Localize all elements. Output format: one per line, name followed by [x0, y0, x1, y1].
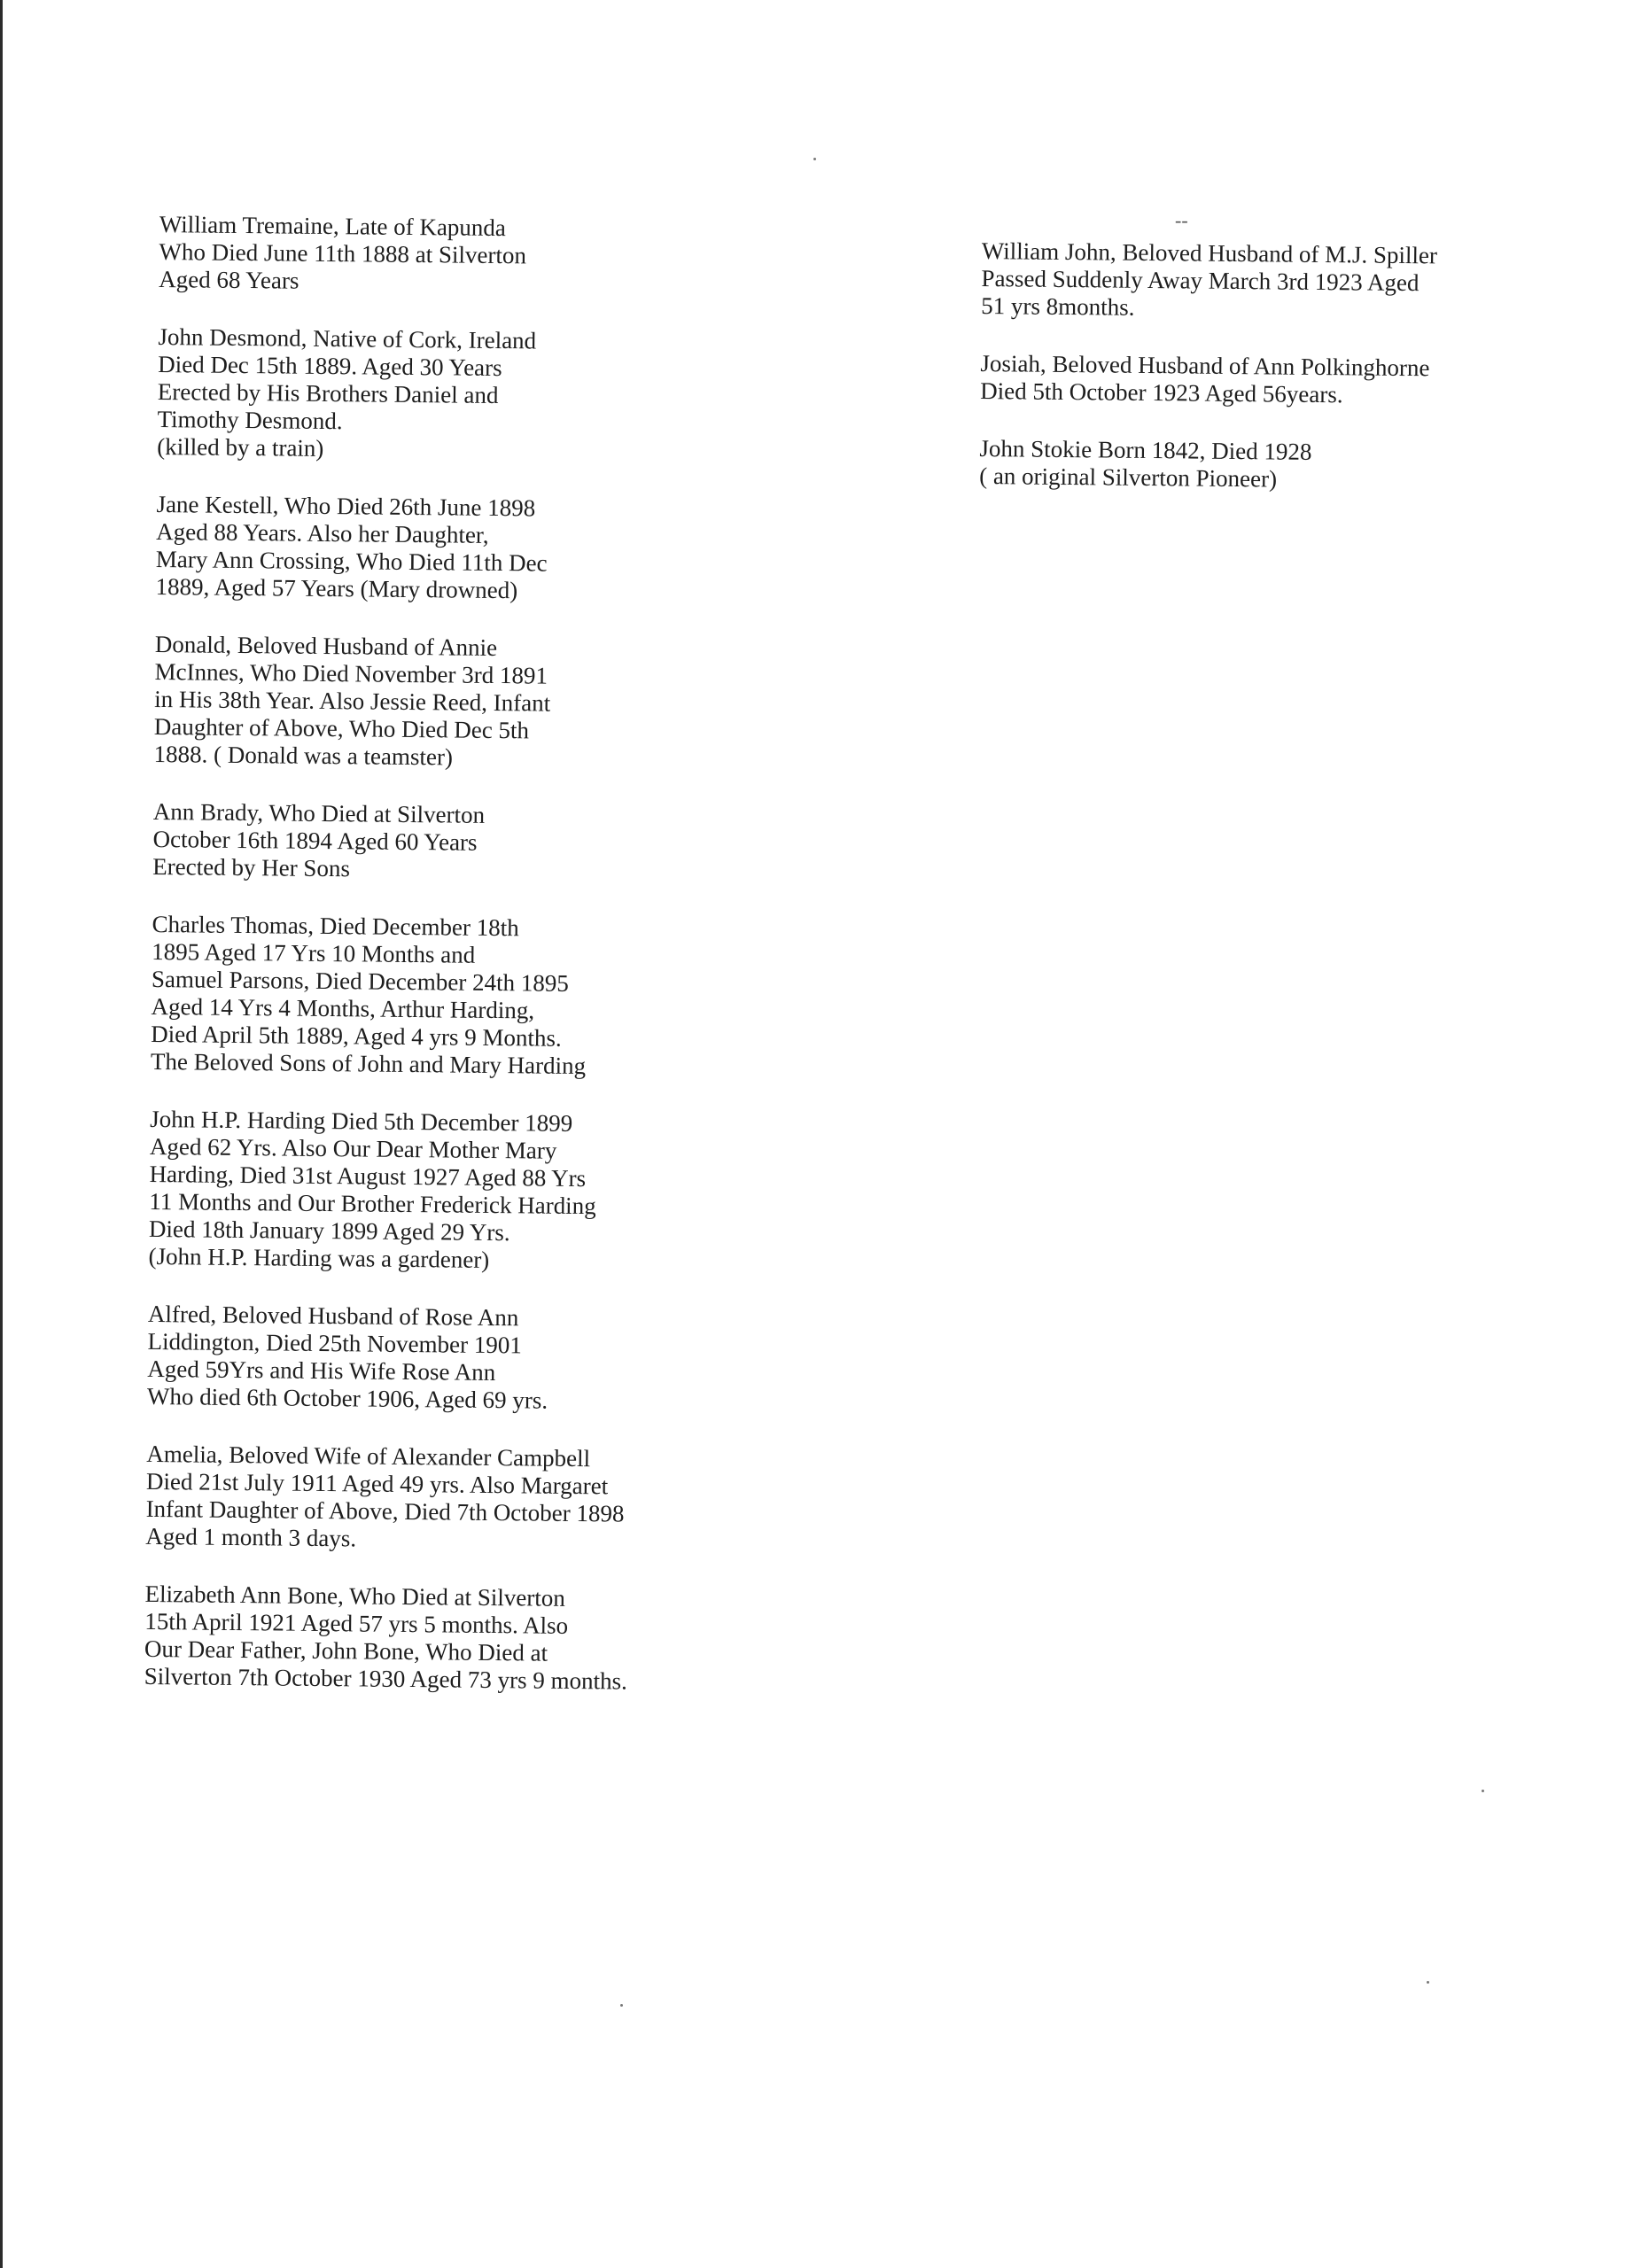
entry-line: Died 5th October 1923 Aged 56years.: [980, 377, 1343, 408]
memorial-entry-desmond: [157, 323, 743, 467]
entry-line: 51 yrs 8months.: [981, 291, 1135, 321]
entry-line: Died Dec 15th 1889. Aged 30 Years: [158, 350, 502, 382]
entry-line: Harding, Died 31st August 1927 Aged 88 Yrs: [149, 1160, 587, 1192]
entry-line: Ann Brady, Who Died at Silverton: [152, 797, 486, 828]
memorial-entry-polkinghorne: [980, 350, 1566, 411]
left-column: [144, 211, 744, 1727]
memorial-entry-brady: [152, 798, 738, 887]
entry-line: Aged 62 Yrs. Also Our Dear Mother Mary: [149, 1132, 557, 1164]
entry-line: Aged 1 month 3 days.: [145, 1522, 357, 1552]
entry-line: Jane Kestell, Who Died 26th June 1898: [156, 490, 536, 522]
entry-line: Daughter of Above, Who Died Dec 5th: [153, 712, 530, 744]
memorial-entry-spiller: [981, 237, 1567, 326]
memorial-entry-campbell: [145, 1441, 731, 1557]
scan-speck: [620, 2004, 623, 2007]
entry-line: Erected by Her Sons: [152, 852, 351, 882]
entry-line: Died April 5th 1889, Aged 4 yrs 9 Months.: [151, 1020, 562, 1052]
entry-line: McInnes, Who Died November 3rd 1891: [154, 657, 548, 689]
entry-line: William Tremaine, Late of Kapunda: [159, 211, 507, 242]
entry-line: Josiah, Beloved Husband of Ann Polkinghorne: [980, 349, 1430, 382]
entry-line: 1888. ( Donald was a teamster): [153, 740, 454, 771]
scan-speck: [1482, 1790, 1484, 1792]
entry-line: John Stokie Born 1842, Died 1928: [979, 434, 1312, 465]
entry-line: William John, Beloved Husband of M.J. Spiller: [981, 237, 1438, 269]
memorial-entry-harding-john: [148, 1106, 735, 1277]
entry-line: Aged 68 Years: [159, 265, 299, 294]
entry-line: Died 21st July 1911 Aged 49 yrs. Also Margaret: [145, 1467, 609, 1500]
entry-line: Charles Thomas, Died December 18th: [152, 910, 519, 942]
entry-line: Passed Suddenly Away March 3rd 1923 Aged: [981, 264, 1420, 297]
entry-line: Who Died June 11th 1888 at Silverton: [159, 237, 527, 269]
entry-line: John Desmond, Native of Cork, Ireland: [158, 322, 537, 354]
scan-speck: [813, 158, 816, 160]
entry-line: Aged 14 Yrs 4 Months, Arthur Harding,: [151, 992, 535, 1024]
memorial-entry-kestell: [155, 491, 741, 607]
scan-speck: [1427, 1981, 1429, 1984]
entry-line: The Beloved Sons of John and Mary Harding: [150, 1047, 587, 1080]
entry-line: Our Dear Father, John Bone, Who Died at: [144, 1635, 548, 1666]
entry-line: in His 38th Year. Also Jessie Reed, Infant: [154, 685, 551, 717]
entry-line: Erected by His Brothers Daniel and: [157, 377, 499, 409]
memorial-entry-stokie: [979, 435, 1565, 496]
entry-line: (John H.P. Harding was a gardener): [148, 1242, 490, 1273]
entry-line: Aged 88 Years. Also her Daughter,: [156, 517, 489, 548]
entry-line: October 16th 1894 Aged 60 Years: [152, 825, 478, 856]
right-column: [979, 237, 1567, 526]
entry-line: Died 18th January 1899 Aged 29 Yrs.: [148, 1215, 510, 1247]
entry-line: John H.P. Harding Died 5th December 1899: [150, 1105, 573, 1137]
page-edge-shadow: [0, 0, 3, 2268]
entry-line: Timothy Desmond.: [157, 405, 343, 435]
entry-line: Liddington, Died 25th November 1901: [147, 1327, 522, 1359]
entry-line: Silverton 7th October 1930 Aged 73 yrs 9 months.: [144, 1662, 628, 1695]
memorial-entry-liddington: [147, 1301, 733, 1417]
entry-line: Donald, Beloved Husband of Annie: [154, 630, 498, 662]
entry-line: (killed by a train): [157, 432, 324, 462]
entry-line: Elizabeth Ann Bone, Who Died at Silverton: [144, 1580, 565, 1612]
entry-line: 15th April 1921 Aged 57 yrs 5 months. Also: [144, 1607, 569, 1639]
memorial-entry-tremaine: [159, 211, 744, 299]
entry-line: Aged 59Yrs and His Wife Rose Ann: [147, 1355, 496, 1386]
entry-line: 11 Months and Our Brother Frederick Harding: [149, 1187, 596, 1220]
page-mark: --: [1175, 209, 1188, 231]
entry-line: ( an original Silverton Pioneer): [979, 462, 1278, 493]
entry-line: Samuel Parsons, Died December 24th 1895: [151, 965, 569, 997]
entry-line: Alfred, Beloved Husband of Rose Ann: [147, 1300, 519, 1332]
entry-line: Amelia, Beloved Wife of Alexander Campbell: [146, 1440, 591, 1472]
entry-line: Who died 6th October 1906, Aged 69 yrs.: [146, 1382, 548, 1414]
entry-line: Mary Ann Crossing, Who Died 11th Dec: [155, 545, 548, 577]
memorial-entry-bone: [144, 1581, 730, 1697]
entry-line: Infant Daughter of Above, Died 7th October 1898: [145, 1495, 625, 1527]
entry-line: 1895 Aged 17 Yrs 10 Months and: [152, 937, 476, 968]
memorial-entry-harding-sons: [151, 911, 737, 1082]
entry-line: 1889, Aged 57 Years (Mary drowned): [155, 572, 518, 604]
memorial-entry-mcinnes: [153, 631, 740, 774]
